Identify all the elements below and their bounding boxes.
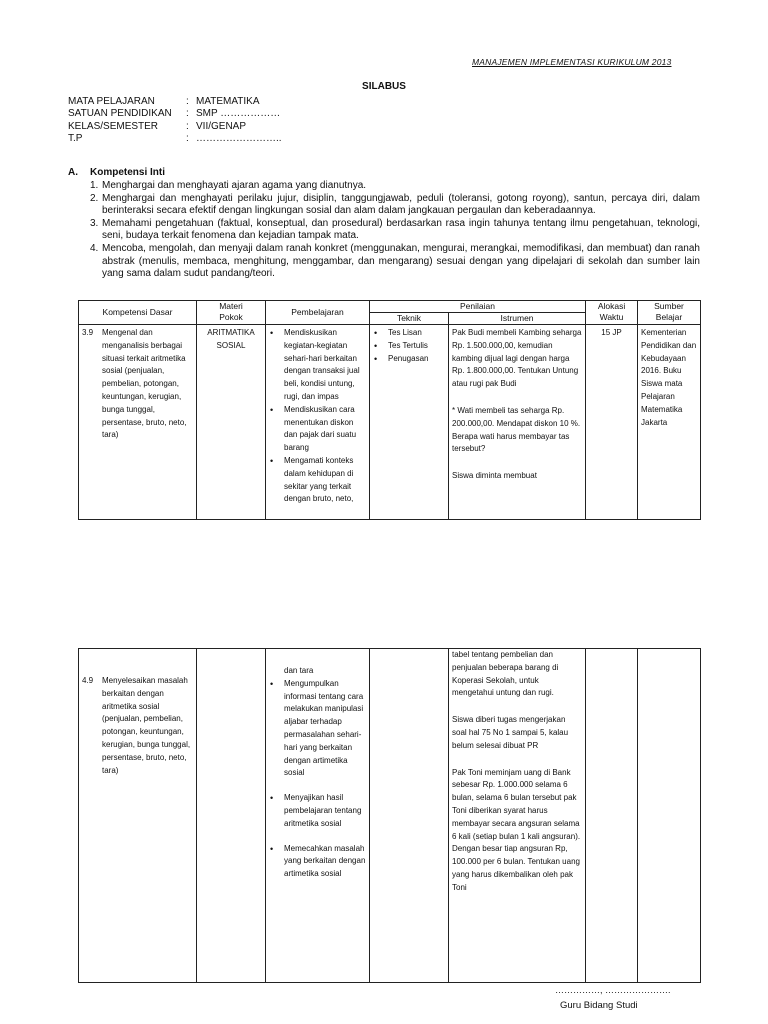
meta-label: SATUAN PENDIDIKAN: [68, 108, 172, 120]
instrumen-paragraph: * Wati membeli tas seharga Rp. 200.000,00. Mendapat diskon 10 %. Berapa wati harus membayar tas tersebut?: [452, 405, 581, 454]
list-item: • Tes Lisan: [370, 327, 448, 340]
instrumen-paragraph: Pak Toni meminjam uang di Bank sebesar Rp. 1.000.000 selama 6 bulan, selama 6 bulan tersebut pak Toni diberikan syarat harus membayar secara angsuran selama 6 kali (setiap bulan 1 kali angsuran). Dengan besar tiap angsuran Rp, 100.000 per 6 bulan. Tentukan uang yang harus dikembalikan oleh pak Toni: [452, 767, 581, 892]
meta-value: ……………………..: [196, 132, 282, 144]
list-item: [90, 193, 700, 218]
teknik-cell: [370, 649, 449, 983]
header-line: Belajar: [655, 312, 683, 322]
list-text: Menghargai dan menghayati perilaku jujur, disiplin, tanggungjawab, peduli (toleransi, gotong royong), santun, percaya diri, dalam berinteraksi secara efektif dengan lingkungan sosial dan alam dalam jangkauan pergaulan dan keberadaannya.: [102, 192, 700, 217]
column-header-teknik: Teknik: [370, 313, 449, 325]
section-heading-text: Kompetensi Inti: [90, 167, 166, 178]
meta-row: [68, 96, 282, 108]
meta-value: MATEMATIKA: [196, 96, 260, 107]
meta-row: [68, 121, 282, 133]
meta-label: KELAS/SEMESTER: [68, 120, 159, 132]
column-header-penilaian: Penilaian: [370, 301, 586, 313]
meta-value: VII/GENAP: [196, 120, 247, 132]
alokasi-text: 15 JP: [601, 328, 622, 337]
instrumen-paragraph: Siswa diberi tugas mengerjakan soal hal 75 No 1 sampai 5, kalau belum selesai dibuat PR: [452, 715, 569, 750]
meta-row: [68, 133, 282, 145]
list-item: • Penugasan: [370, 353, 448, 366]
sumber-cell: [638, 649, 701, 983]
list-item: • Tes Tertulis: [370, 340, 448, 353]
meta-colon: :: [186, 96, 189, 107]
list-item: [90, 243, 700, 281]
meta-colon: :: [186, 132, 189, 144]
kd-number: 4.9: [82, 676, 94, 685]
kd-text: Menyelesaikan masalah berkaitan dengan aritmetika sosial (penjualan, pembelian, potongan, keuntungan, kerugian, bunga tunggal, persentase, bruto, neto, tara): [102, 676, 191, 775]
syllabus-meta: [68, 96, 282, 145]
teknik-cell: [370, 325, 449, 520]
kd-text: Mengenal dan menganalisis berbagai situasi terkait aritmetika sosial (penjualan, pembelian, potongan, keuntungan, kerugian, bunga tunggal, persentase, bruto, neto, tara): [102, 328, 187, 440]
column-header-materi-pokok: [197, 301, 266, 325]
list-number: 2.: [90, 192, 99, 204]
list-number: 3.: [90, 217, 99, 229]
list-text: Menghargai dan menghayati ajaran agama yang dianutnya.: [102, 180, 367, 191]
column-header-instrumen: Istrumen: [449, 313, 586, 325]
list-text: Mencoba, mengolah, dan menyaji dalam ranah konkret (menggunakan, mengurai, merangkai, memodifikasi, dan membuat) dan ranah abstrak (menulis, membaca, menghitung, menggambar, dan mengarang) sesuai dengan yang dipelajari di sekolah dan sumber lain yang sama dalam sudut pandang/teori.: [102, 242, 700, 280]
signature-role: Guru Bidang Studi: [560, 1000, 638, 1011]
materi-cell: [197, 649, 266, 983]
materi-text: ARITMATIKA SOSIAL: [207, 328, 255, 350]
column-header-kompetensi-dasar: Kompetensi Dasar: [79, 301, 197, 325]
column-header-alokasi-waktu: [586, 301, 638, 325]
kd-cell: [79, 325, 197, 520]
pembelajaran-cell: [266, 649, 370, 983]
column-header-sumber-belajar: [638, 301, 701, 325]
section-marker: A.: [68, 167, 78, 178]
instrumen-paragraph: Siswa diminta membuat: [452, 471, 537, 481]
kd-cell: [79, 649, 197, 983]
sumber-cell: [638, 325, 701, 520]
list-item: • Menyajikan hasil pembelajaran tentang aritmetika sosial: [266, 792, 366, 830]
page-title: SILABUS: [362, 81, 406, 92]
materi-cell: [197, 325, 266, 520]
syllabus-table-part-2: [78, 648, 701, 983]
meta-label: MATA PELAJARAN: [68, 96, 155, 107]
list-item: • Mengumpulkan informasi tentang cara melakukan manipulasi aljabar terhadap permasalahan sehari-hari yang berkaitan dengan artimetika sosial: [266, 678, 366, 780]
alokasi-cell: [586, 325, 638, 520]
sumber-text: Kementerian Pendidikan dan Kebudayaan 2016. Buku Siswa mata Pelajaran Matematika Jakarta: [641, 328, 697, 427]
pembelajaran-continuation: dan tara: [284, 666, 314, 675]
meta-label: T.P: [68, 132, 83, 144]
list-number: 1.: [90, 180, 99, 191]
meta-colon: :: [186, 120, 189, 132]
header-line: Sumber: [654, 301, 684, 311]
header-line: Materi: [219, 301, 243, 311]
instrumen-cell: [449, 325, 586, 520]
list-item: • Memecahkan masalah yang berkaitan dengan artimetika sosial: [266, 843, 366, 881]
document-header-title: MANAJEMEN IMPLEMENTASI KURIKULUM 2013: [472, 57, 672, 67]
meta-value: SMP ………………: [196, 108, 281, 120]
list-text: Memahami pengetahuan (faktual, konseptual, dan prosedural) berdasarkan rasa ingin tahunya tentang ilmu pengetahuan, teknologi, seni, budaya terkait fenomena dan kejadian tampak mata.: [102, 217, 700, 242]
instrumen-cell: [449, 649, 586, 983]
kompetensi-inti-heading: [68, 167, 165, 178]
list-number: 4.: [90, 242, 99, 254]
pembelajaran-cell: [266, 325, 370, 520]
kd-number: 3.9: [82, 328, 94, 337]
kompetensi-inti-list: [90, 180, 700, 281]
header-line: Alokasi: [597, 301, 626, 311]
list-item: [90, 180, 700, 193]
instrumen-paragraph: Pak Budi membeli Kambing seharga Rp. 1.500.000,00, kemudian kambing dijual lagi dengan harga Rp. 1.800.000,00. Tentukan Untung atau rugi pak Budi: [452, 328, 582, 389]
column-header-pembelajaran: Pembelajaran: [266, 301, 370, 325]
meta-colon: :: [186, 108, 189, 120]
syllabus-table-part-1: [78, 300, 701, 520]
list-item: [90, 218, 700, 243]
alokasi-cell: [586, 649, 638, 983]
signature-place-date: ……………, ………………….: [555, 985, 671, 995]
instrumen-paragraph: tabel tentang pembelian dan penjualan beberapa barang di Koperasi Sekolah, untuk mengetahui untung dan rugi.: [452, 650, 559, 698]
header-line: Waktu: [599, 312, 624, 322]
list-item: • Mendiskusikan kegiatan-kegiatan sehari-hari berkaitan dengan transaksi jual beli, kondisi untung, rugi, dan impas: [266, 327, 366, 404]
list-item: • Mendiskusikan cara menentukan diskon dan pajak dari suatu barang: [266, 404, 366, 455]
header-line: Pokok: [219, 312, 243, 322]
list-item: • Mengamati konteks dalam kehidupan di sekitar yang terkait dengan bruto, neto,: [266, 455, 366, 506]
meta-row: [68, 108, 282, 120]
